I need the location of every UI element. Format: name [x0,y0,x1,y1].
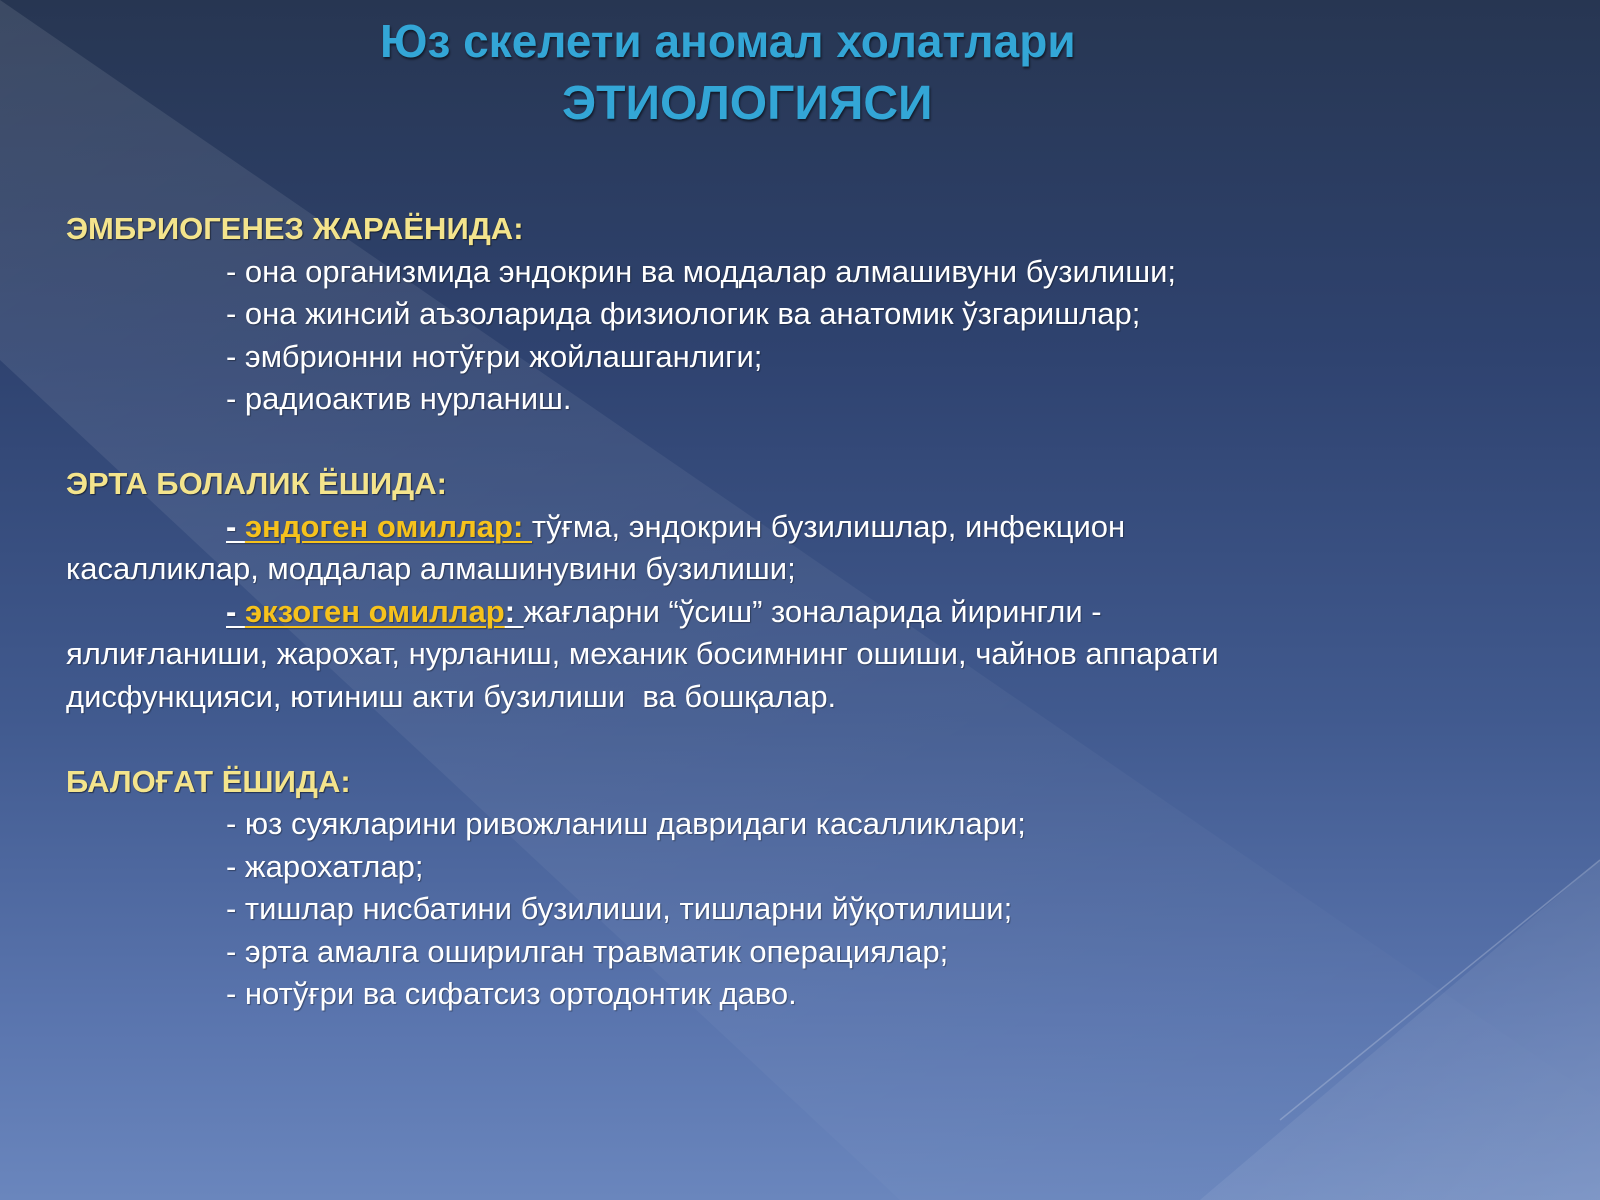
embryo-item: - радиоактив нурланиш. [226,381,572,416]
exogenous-label-group [226,594,524,629]
adult-item: - эрта амалга оширилган травматик операциялар; [226,933,949,969]
title-line-1: Юз скелети аномал холатлари [380,15,1076,67]
endogenous-text: тўғма, эндокрин бузилишлар, инфекцион [531,508,1126,544]
endogenous-dash: - [226,508,245,544]
endogenous-label-group [226,509,532,544]
exogenous-factors-label: экзоген омиллар [244,593,505,629]
title-line-2: ЭТИОЛОГИЯСИ [562,77,933,130]
embryo-item: - эмбрионни нотўғри жойлашганлиги; [226,338,763,374]
exogenous-dash: - [226,593,245,629]
section-heading-embryogenesis: ЭМБРИОГЕНЕЗ ЖАРАЁНИДА: [66,211,524,246]
exogenous-colon: : [504,593,524,629]
adult-item: - юз суякларини ривожланиш давридаги касалликлари; [226,806,1026,841]
exogenous-text: жағларни “ўсиш” зоналарида йирингли - [523,593,1102,629]
endogenous-colon: : [512,508,532,544]
section-heading-early-childhood: ЭРТА БОЛАЛИК ЁШИДА: [66,466,447,501]
exogenous-text-continued: дисфункцияси, ютиниш акти бузилиши ва бошқалар. [66,678,837,714]
exogenous-factors-line [66,591,1546,634]
spacer [66,718,1546,761]
endogenous-factors-label: эндоген омиллар [244,508,513,544]
adult-item: - нотўғри ва сифатсиз ортодонтик даво. [226,976,797,1011]
content-body [66,208,1546,1016]
adult-item: - жарохатлар; [226,848,424,884]
section-heading-adulthood: БАЛОҒАТ ЁШИДА: [66,763,351,799]
endogenous-factors-line [66,506,1546,549]
adult-item: - тишлар нисбатини бузилиши, тишларни йўқотилиши; [226,891,1013,926]
endogenous-text-continued: касалликлар, моддалар алмашинувини бузилиши; [66,551,796,586]
exogenous-text-continued: яллиғланиши, жарохат, нурланиш, механик босимнинг ошиши, чайнов аппарати [66,636,1219,671]
spacer [66,421,1546,464]
embryo-item: - она организмида эндокрин ва моддалар алмашивуни бузилиши; [226,253,1176,289]
embryo-item: - она жинсий аъзоларида физиологик ва анатомик ўзгаришлар; [226,296,1141,331]
